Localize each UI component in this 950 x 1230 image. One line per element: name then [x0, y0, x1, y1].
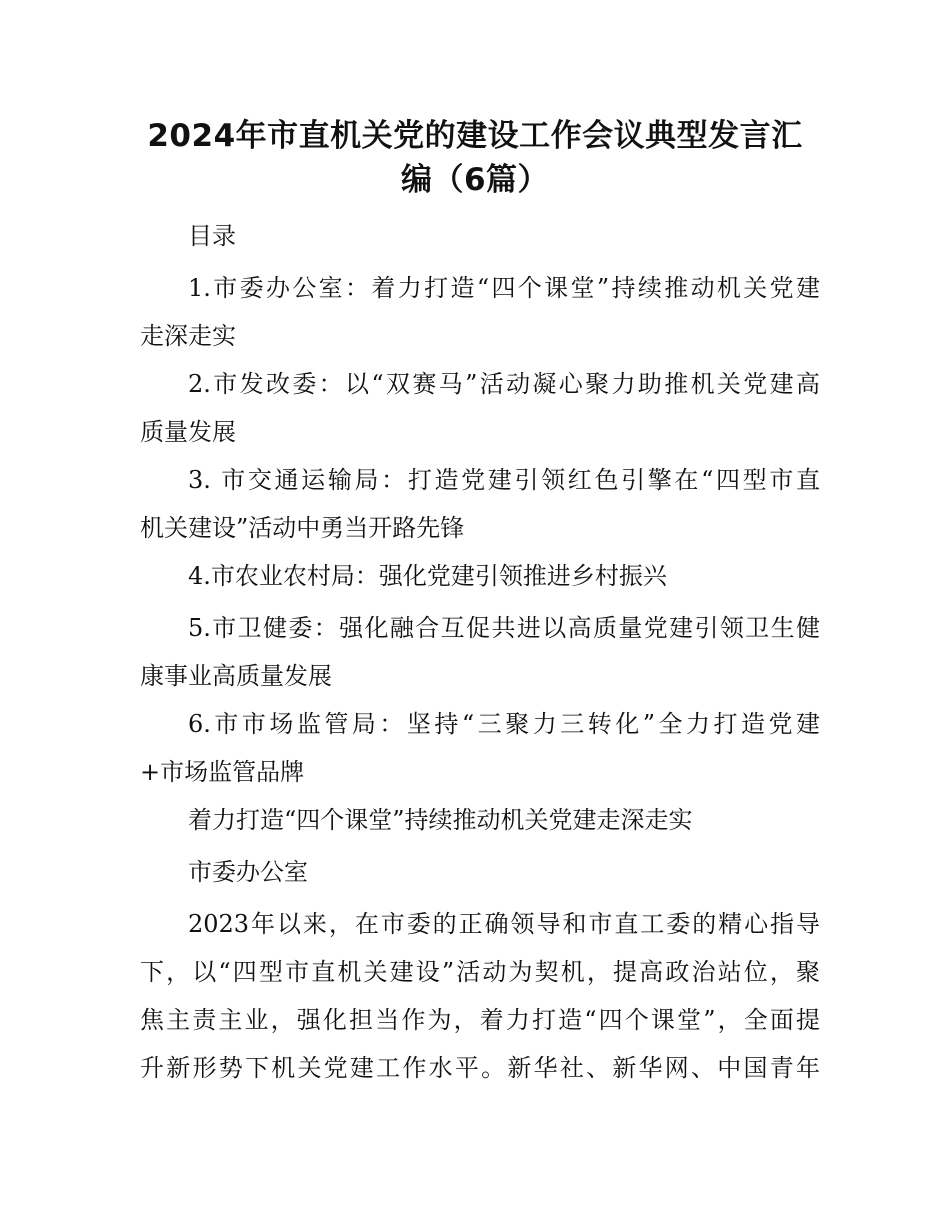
toc-item-2-line-2: 质量发展 [140, 418, 236, 446]
toc-item-2-line-1: 2.市发改委：以“双赛马”活动凝心聚力助推机关党建高 [188, 370, 820, 398]
section-org [140, 848, 820, 896]
body-line-1: 2023年以来，在市委的正确领导和市直工委的精心指导 [188, 910, 820, 938]
section-title [140, 796, 820, 844]
toc-item-5-line-2: 康事业高质量发展 [140, 662, 332, 690]
section-org-text: 市委办公室 [188, 858, 308, 886]
toc-item-3 [140, 456, 820, 552]
section-title-text: 着力打造“四个课堂”持续推动机关党建走深走实 [188, 806, 693, 834]
toc-item-6-line-2: +市场监管品牌 [140, 758, 305, 786]
document-title-line-1: 2024年市直机关党的建设工作会议典型发言汇 [147, 118, 803, 154]
toc-item-6-line-1: 6.市市场监管局：坚持“三聚力三转化”全力打造党建 [188, 710, 820, 738]
toc-item-6 [140, 700, 820, 796]
toc-heading-text: 目录 [188, 222, 236, 250]
toc-item-4 [140, 552, 820, 600]
toc-item-3-line-1: 3. 市交通运输局：打造党建引领红色引擎在“四型市直 [188, 466, 820, 494]
body-paragraph [140, 900, 820, 1092]
toc-heading [140, 212, 868, 260]
body-line-2: 下，以“四型市直机关建设”活动为契机，提高政治站位，聚 [140, 958, 820, 986]
toc-item-5-line-1: 5.市卫健委：强化融合互促共进以高质量党建引领卫生健 [188, 614, 820, 642]
toc-item-1 [140, 264, 820, 360]
toc-item-5 [140, 604, 820, 700]
toc-item-4-line-1: 4.市农业农村局：强化党建引领推进乡村振兴 [188, 562, 667, 590]
toc-item-3-line-2: 机关建设”活动中勇当开路先锋 [140, 514, 465, 542]
toc-item-2 [140, 360, 820, 456]
body-line-3: 焦主责主业，强化担当作为，着力打造“四个课堂”，全面提 [140, 1006, 820, 1034]
toc-item-1-line-2: 走深走实 [140, 322, 236, 350]
document-title-line-2: 编（6篇） [400, 162, 550, 198]
body-line-4: 升新形势下机关党建工作水平。新华社、新华网、中国青年 [140, 1054, 820, 1082]
toc-item-1-line-1: 1.市委办公室：着力打造“四个课堂”持续推动机关党建 [188, 274, 820, 302]
